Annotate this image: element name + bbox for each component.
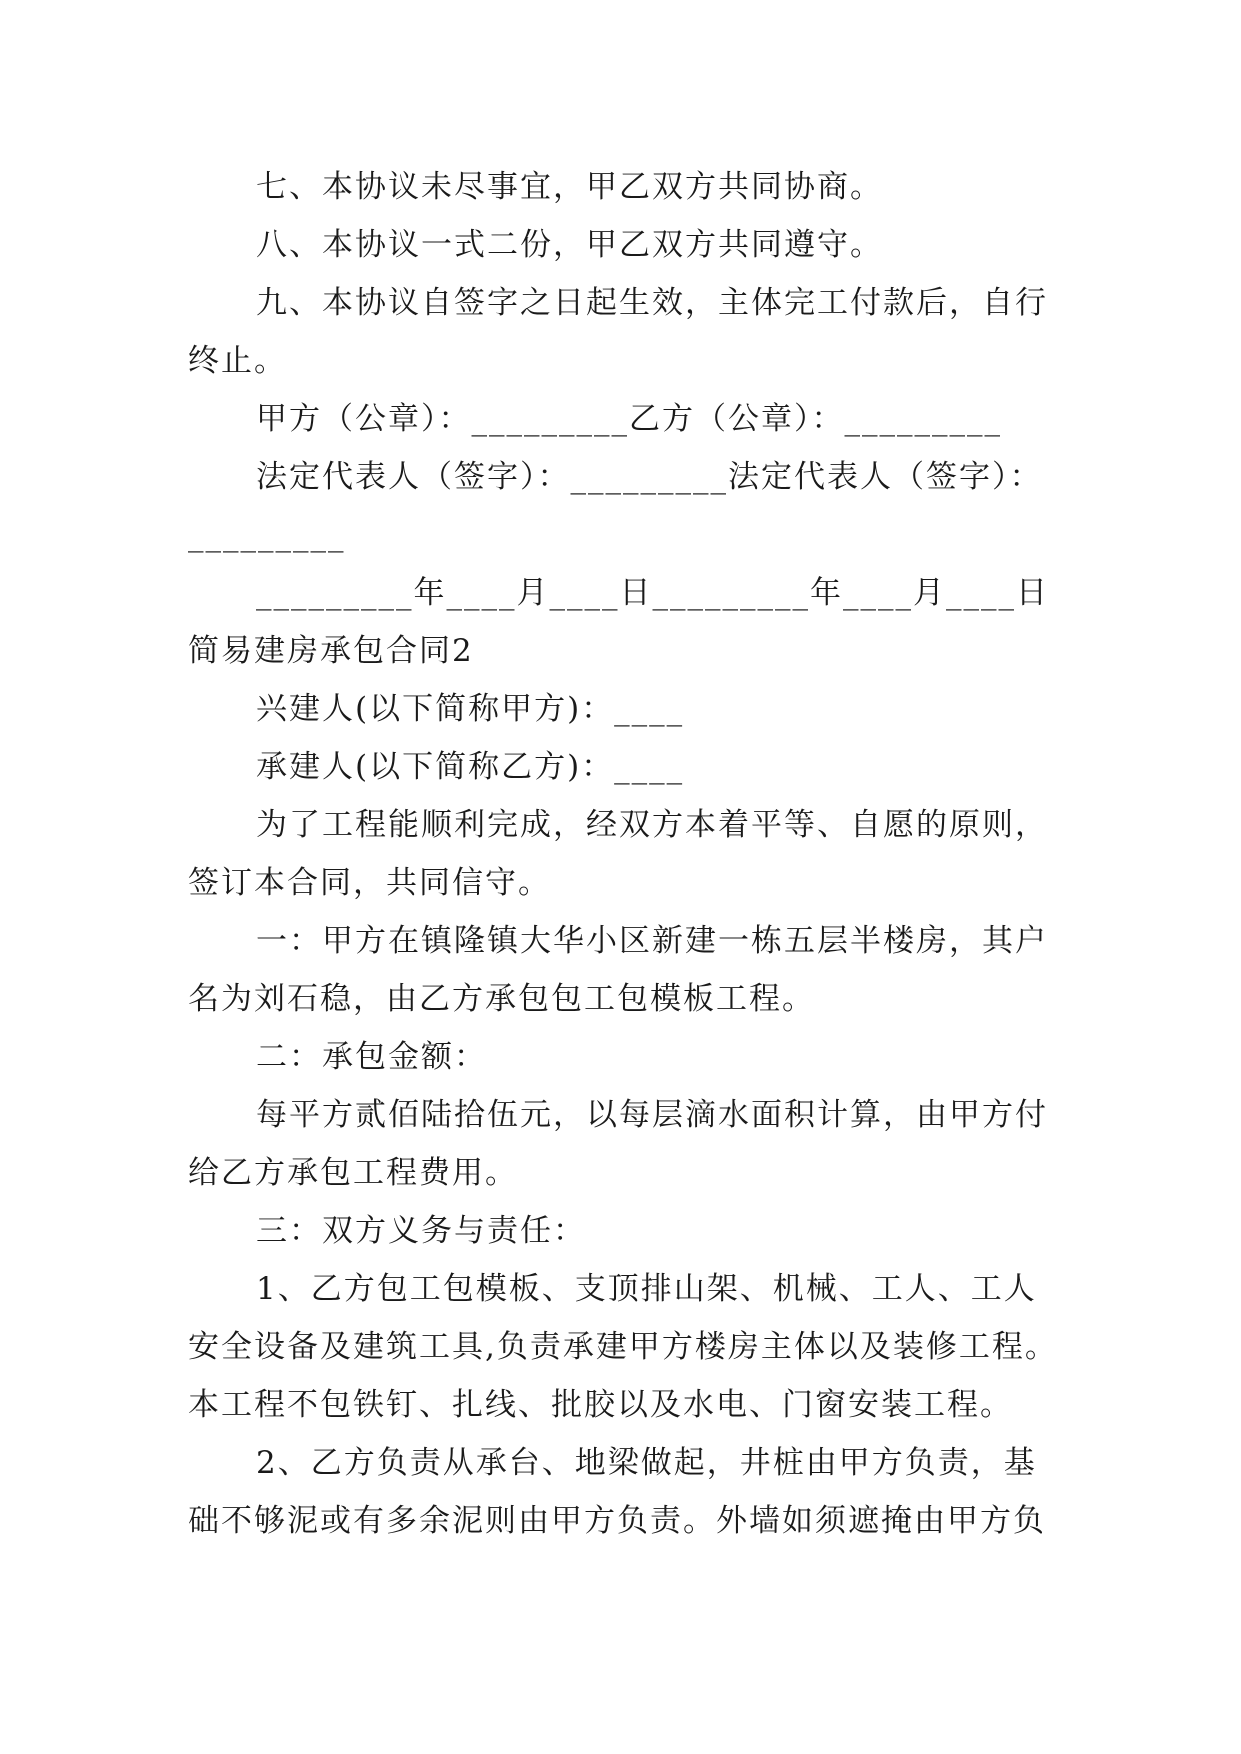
article-2-text-continued: 给乙方承包工程费用。	[188, 1155, 518, 1191]
article-1-continued: 名为刘石稳，由乙方承包包工包模板工程。	[188, 981, 815, 1017]
preamble-continued: 签订本合同，共同信守。	[188, 865, 551, 901]
article-3-heading: 三：双方义务与责任：	[256, 1213, 586, 1249]
article-3-item-1-continued-2: 本工程不包铁钉、扎线、批胶以及水电、门窗安装工程。	[188, 1387, 1013, 1423]
preamble: 为了工程能顺利完成，经双方本着平等、自愿的原则，	[256, 807, 1048, 843]
contractor-party-b: 承建人(以下简称乙方)：____	[256, 749, 685, 785]
clause-9: 九、本协议自签字之日起生效，主体完工付款后，自行	[256, 285, 1048, 321]
article-3-item-2-continued: 础不够泥或有多余泥则由甲方负责。外墙如须遮掩由甲方负	[188, 1503, 1046, 1539]
article-2-text: 每平方贰佰陆拾伍元，以每层滴水面积计算，由甲方付	[256, 1097, 1048, 1133]
clause-7: 七、本协议未尽事宜，甲乙双方共同协商。	[256, 169, 883, 205]
article-3-item-1: 1、乙方包工包模板、支顶排山架、机械、工人、工人	[256, 1271, 1037, 1307]
article-3-item-1-continued: 安全设备及建筑工具,负责承建甲方楼房主体以及装修工程。	[188, 1329, 1058, 1365]
article-3-item-2: 2、乙方负责从承台、地梁做起，井桩由甲方负责，基	[256, 1445, 1037, 1481]
article-2-heading: 二：承包金额：	[256, 1039, 487, 1075]
builder-party-a: 兴建人(以下简称甲方)：____	[256, 691, 685, 727]
legal-rep-line-continued: _________	[188, 517, 346, 553]
clause-8: 八、本协议一式二份，甲乙双方共同遵守。	[256, 227, 883, 263]
article-1: 一：甲方在镇隆镇大华小区新建一栋五层半楼房，其户	[256, 923, 1048, 959]
contract-title: 简易建房承包合同2	[188, 633, 474, 669]
party-seal-line: 甲方（公章）：_________乙方（公章）：_________	[256, 401, 1002, 437]
clause-9-continued: 终止。	[188, 343, 287, 379]
date-line: _________年____月____日_________年____月____日	[256, 575, 1049, 611]
legal-rep-line: 法定代表人（签字）：_________法定代表人（签字）：	[256, 459, 1043, 495]
